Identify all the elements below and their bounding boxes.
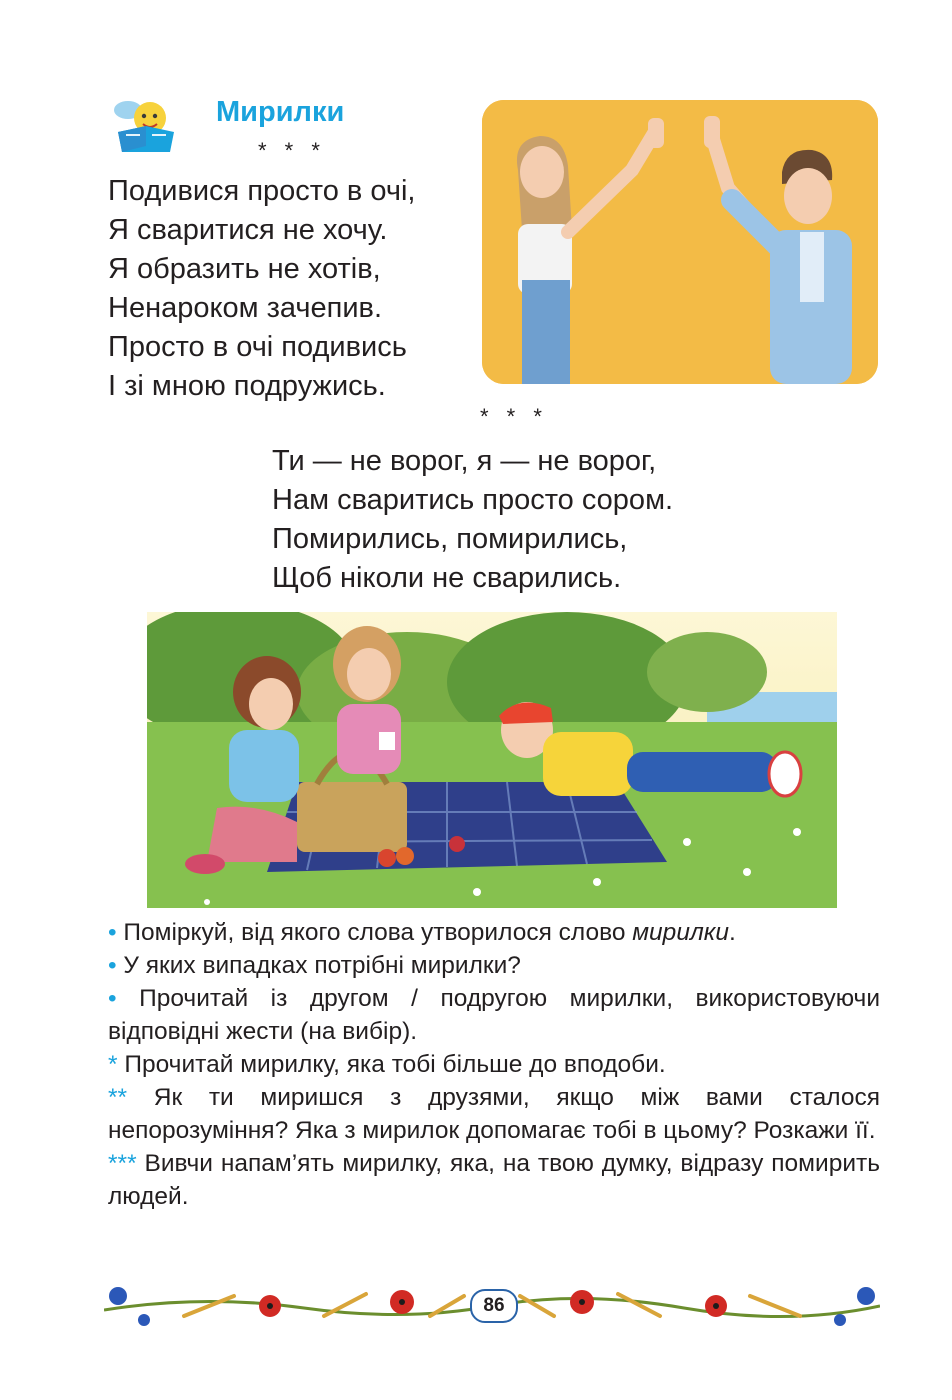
poem-line: Нам сваритись просто сором. (272, 484, 674, 516)
question-item (108, 1147, 880, 1213)
poem-line: Помирились, помирились, (272, 523, 628, 555)
children-high-five-photo (482, 100, 878, 384)
poem-line: І зі мною подружись. (108, 370, 386, 402)
difficulty-mark: *** (108, 1150, 137, 1177)
bullet: • (108, 952, 117, 979)
poem-line: Просто в очі подивись (108, 331, 407, 363)
question-text: Прочитай із другом / подругою мирилки, використовуючи відповідні жести (на вибір). (108, 985, 880, 1045)
page-number: 86 (470, 1289, 518, 1323)
question-item (108, 982, 880, 1048)
footer-ornament (104, 1276, 880, 1334)
question-italic-word: мирилки (632, 919, 729, 946)
picnic-illustration (147, 612, 837, 908)
poem-line: Ненароком зачепив. (108, 292, 382, 324)
poem-line: Ти — не ворог, я — не ворог, (272, 445, 657, 477)
question-item (108, 949, 880, 982)
question-text: Вивчи напам’ять мирилку, яка, на твою думку, відразу помирить людей. (108, 1150, 880, 1210)
reading-book-icon (106, 96, 186, 156)
difficulty-mark: * (108, 1051, 118, 1078)
question-end: . (728, 919, 736, 946)
questions-block (108, 916, 880, 1213)
page-title: Мирилки (216, 96, 345, 128)
difficulty-mark: ** (108, 1084, 128, 1111)
question-text: Як ти миришся з друзями, якщо між вами сталося непорозуміння? Яка з мирилок допомагає тобі в цьому? Розкажи її. (108, 1084, 880, 1144)
poem-2 (272, 442, 673, 598)
poem-line: Я сваритися не хочу. (108, 214, 388, 246)
question-text: Поміркуй, від якого слова утворилося слово (116, 919, 633, 946)
poem-line: Подивися просто в очі, (108, 175, 416, 207)
bullet: • (108, 919, 117, 946)
poem-line: Я образить не хотів, (108, 253, 381, 285)
poem-1 (108, 172, 416, 406)
poem-line: Щоб ніколи не сварились. (272, 562, 622, 594)
bullet: • (108, 985, 117, 1012)
question-text: У яких випадках потрібні мирилки? (116, 952, 521, 979)
question-item (108, 916, 880, 949)
question-item (108, 1048, 880, 1081)
question-item (108, 1081, 880, 1147)
stanza-stars-2: * * * (480, 404, 548, 429)
question-text: Прочитай мирилку, яка тобі більше до вподоби. (117, 1051, 666, 1078)
stanza-stars-1: * * * (258, 138, 326, 163)
